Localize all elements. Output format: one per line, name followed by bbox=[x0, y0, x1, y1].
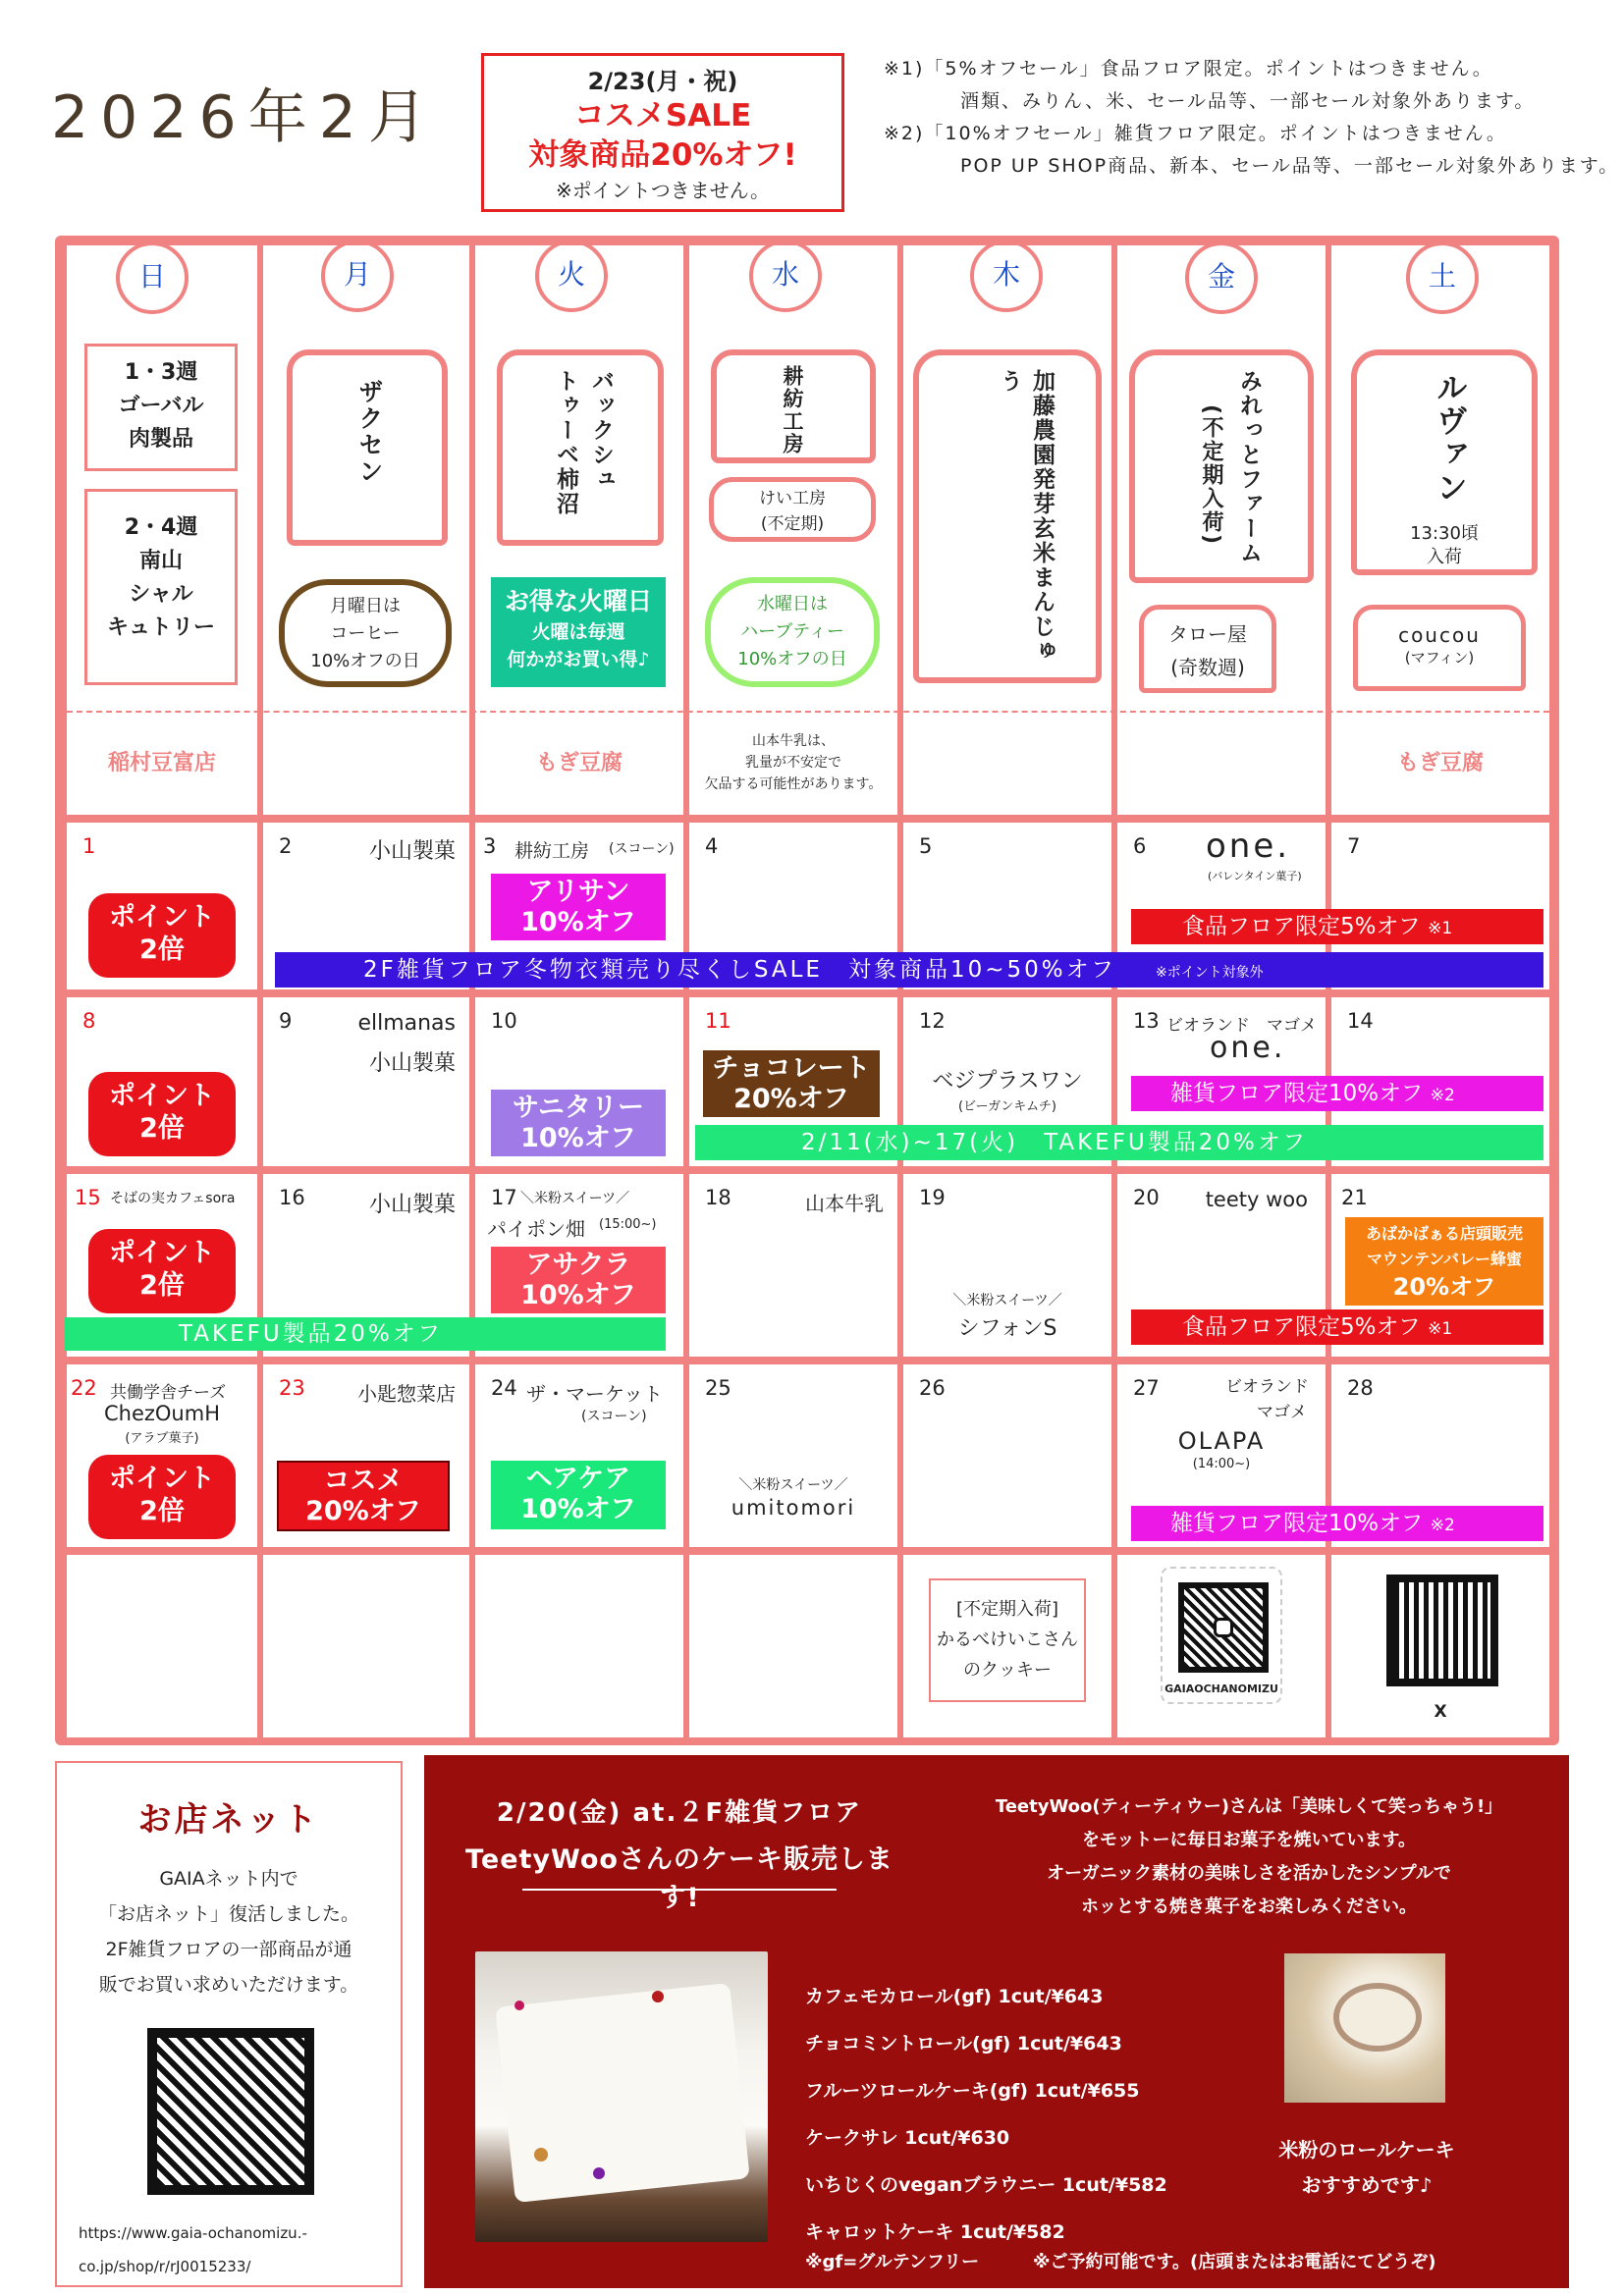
tue-promo-title: お得な火曜日 bbox=[504, 587, 652, 615]
asakura-tag bbox=[491, 1247, 666, 1313]
food-sale-bar bbox=[1131, 909, 1543, 944]
online-shop-title: お店ネット bbox=[137, 1800, 320, 1840]
day-number: 4 bbox=[705, 834, 719, 858]
sale-point-note: ※ポイントつきません。 bbox=[556, 179, 770, 202]
weekday-wed: 水 bbox=[749, 240, 822, 312]
tag-line: コスメ bbox=[323, 1466, 404, 1496]
zakka-sale-bar bbox=[1131, 1506, 1543, 1541]
cookie-note-box bbox=[929, 1578, 1086, 1702]
point-label: ポイント bbox=[109, 1238, 215, 1268]
tag-line: 20%オフ bbox=[1392, 1273, 1496, 1301]
vendor-label: ベジプラスワン bbox=[932, 1069, 1083, 1094]
weekday-thu: 木 bbox=[970, 240, 1043, 312]
vendor-note: (15:00~) bbox=[599, 1217, 657, 1232]
bar-note: ※2 bbox=[1430, 1086, 1455, 1105]
mon-shirt bbox=[287, 349, 448, 546]
wed-kei-note: (不定期) bbox=[760, 514, 825, 534]
sale-name: コスメSALE bbox=[573, 98, 752, 133]
mon-bubble-line: コーヒー bbox=[330, 623, 401, 644]
vendor-label: one. bbox=[1210, 1031, 1286, 1065]
tue-shirt bbox=[497, 349, 664, 546]
sale-date: 2/23(月・祝) bbox=[587, 68, 738, 95]
vendor-label: そばの実カフェsora bbox=[110, 1191, 236, 1206]
tag-line: 10%オフ bbox=[520, 907, 636, 937]
online-shop-text bbox=[57, 1861, 401, 2002]
day-cell bbox=[1331, 1555, 1549, 1737]
fri-taro-name: タロー屋 bbox=[1168, 622, 1247, 646]
vendor-label: ellmanas bbox=[357, 1011, 456, 1036]
fri-shirt bbox=[1129, 349, 1314, 583]
roll-cake-photo bbox=[1284, 1953, 1445, 2103]
fri-taro-note: (奇数週) bbox=[1170, 656, 1245, 679]
sun-box2-line: キュトリー bbox=[106, 615, 215, 640]
instagram-qr-label: GAIAOCHANOMIZU bbox=[1164, 1682, 1278, 1695]
point-label: 2倍 bbox=[139, 1496, 185, 1526]
weekday-tue: 火 bbox=[535, 240, 608, 312]
cake-berry bbox=[514, 2001, 524, 2010]
vendor-label: ザ・マーケット bbox=[526, 1382, 663, 1406]
zakka-sale-bar bbox=[1131, 1076, 1543, 1111]
bar-label: 雑貨フロア限定10%オフ bbox=[1170, 1511, 1424, 1536]
tue-vendor-2: トゥーベ柿沼 bbox=[553, 369, 578, 516]
point-label: ポイント bbox=[109, 1464, 215, 1494]
vendor-note: (バレンタイン菓子) bbox=[1208, 870, 1302, 882]
vendor-label: 小山製菓 bbox=[368, 1051, 456, 1076]
note-1: ※1)「5%オフセール」食品フロア限定。ポイントはつきません。 bbox=[884, 58, 1493, 80]
point-double-badge bbox=[88, 1229, 236, 1313]
point-label: 2倍 bbox=[139, 1113, 185, 1144]
weekday-sun: 日 bbox=[116, 241, 189, 314]
day-number: 20 bbox=[1133, 1186, 1160, 1209]
day-number: 2 bbox=[279, 834, 293, 858]
vendor-label: 小山製菓 bbox=[368, 839, 456, 864]
vendor-label: umitomori bbox=[731, 1496, 856, 1520]
day-cell bbox=[689, 1364, 897, 1547]
gluten-free-note: ※gf=グルテンフリー bbox=[805, 2252, 980, 2272]
takefu-sale-bar bbox=[65, 1317, 666, 1351]
sat-tofu: もぎ豆腐 bbox=[1396, 751, 1484, 775]
sun-tofu: 稲村豆富店 bbox=[107, 751, 216, 775]
wed-milk-note bbox=[689, 730, 897, 795]
fri-vendor: みれっとファーム bbox=[1236, 369, 1262, 565]
sat-vendor: ルヴァン bbox=[1432, 371, 1469, 505]
shop-text-line: 「お店ネット」復活しました。 bbox=[97, 1903, 359, 1925]
wed-note-line: 山本牛乳は、 bbox=[752, 733, 835, 749]
day-number: 19 bbox=[919, 1186, 946, 1209]
day-number: 21 bbox=[1341, 1186, 1368, 1209]
page-title: 2026年2月 bbox=[51, 83, 439, 152]
vendor-label: ChezOumH bbox=[103, 1402, 220, 1425]
cookie-line: のクッキー bbox=[963, 1660, 1052, 1681]
url-line: co.jp/shop/r/rJ0015233/ bbox=[79, 2258, 251, 2275]
online-shop-url[interactable] bbox=[79, 2216, 307, 2283]
sun-box2-line: 南山 bbox=[138, 549, 183, 573]
menu-item: チョコミントロール(gf) 1cut/¥643 bbox=[805, 2033, 1122, 2055]
thu-vendor: 加藤農園発芽玄米まんじゅう bbox=[997, 369, 1055, 664]
vendor-note: ＼米粉スイーツ／ bbox=[520, 1191, 630, 1206]
point-label: 2倍 bbox=[139, 934, 185, 965]
vendor-label: 耕紡工房 bbox=[514, 840, 590, 862]
roll-swirl bbox=[1333, 1983, 1422, 2052]
day-number: 28 bbox=[1347, 1376, 1374, 1400]
bar-note: ※2 bbox=[1430, 1516, 1455, 1535]
tue-vendor-1: バックシュ bbox=[588, 369, 614, 492]
day-number: 23 bbox=[279, 1376, 305, 1400]
sat-shirt bbox=[1351, 349, 1538, 575]
sat-arrival bbox=[1357, 522, 1532, 569]
vendor-note: (ビーガンキムチ) bbox=[958, 1099, 1056, 1114]
tag-line: 20%オフ bbox=[305, 1496, 421, 1526]
tue-promo bbox=[491, 577, 666, 687]
day-number: 1 bbox=[82, 834, 96, 858]
sanitary-tag bbox=[491, 1090, 666, 1156]
day-number: 13 bbox=[1133, 1009, 1160, 1033]
vendor-label: OLAPA bbox=[1177, 1427, 1266, 1455]
bar-label: 2/11(水)~17(火) TAKEFU製品20%オフ bbox=[801, 1130, 1309, 1155]
bar-label: 食品フロア限定5%オフ bbox=[1182, 1314, 1421, 1340]
wed-bubble-line: ハーブティー bbox=[740, 621, 844, 642]
wed-note-line: 乳量が不安定で bbox=[745, 755, 841, 771]
cookie-line: [不定期入荷] bbox=[955, 1599, 1059, 1620]
vendor-label: 共働学舎チーズ bbox=[110, 1383, 227, 1403]
teety-menu bbox=[805, 1973, 1167, 2256]
tue-promo-line: 火曜は毎週 bbox=[531, 621, 625, 643]
teety-description bbox=[954, 1790, 1543, 1924]
teety-desc-line: ホッとする焼き菓子をお楽しみください。 bbox=[1081, 1896, 1417, 1917]
wed-vendor: 耕紡工房 bbox=[781, 365, 804, 455]
wed-herb-bubble bbox=[705, 577, 880, 687]
cosme-sale-box bbox=[481, 53, 844, 212]
sale-discount: 対象商品20%オフ! bbox=[528, 137, 797, 173]
day-number: 15 bbox=[75, 1186, 101, 1209]
mon-coffee-bubble bbox=[279, 579, 452, 687]
weekday-mon: 月 bbox=[321, 240, 394, 312]
day-number: 22 bbox=[71, 1376, 97, 1400]
day-number: 18 bbox=[705, 1186, 731, 1209]
mon-vendor: ザクセン bbox=[355, 379, 384, 485]
cake-flower bbox=[593, 2167, 605, 2179]
caption-line: おすすめです♪ bbox=[1301, 2173, 1433, 2197]
vendor-label: one. bbox=[1206, 827, 1291, 866]
note-2-sub: POP UP SHOP商品、新本、セール品等、一部セール対象外あります。 bbox=[960, 155, 1620, 177]
menu-item: いちじくのveganブラウニー 1cut/¥582 bbox=[805, 2174, 1167, 2196]
day-number: 5 bbox=[919, 834, 933, 858]
day-number: 27 bbox=[1133, 1376, 1160, 1400]
vendor-note: (スコーン) bbox=[609, 841, 675, 857]
tag-line: あばかばぁる店頭販売 bbox=[1365, 1224, 1523, 1243]
cake-berry bbox=[652, 1991, 664, 2002]
day-number: 24 bbox=[491, 1376, 517, 1400]
vendor-note: (アラブ菓子) bbox=[125, 1431, 199, 1446]
bar-label: 2F雑貨フロア冬物衣類売り尽くしSALE 対象商品10~50%オフ bbox=[363, 957, 1116, 983]
day-number: 12 bbox=[919, 1009, 946, 1033]
day-cell bbox=[263, 997, 469, 1166]
wed-bubble-line: 水曜日は bbox=[757, 594, 828, 614]
sat-time: 13:30頃 bbox=[1410, 523, 1479, 544]
cake-frosting bbox=[495, 1983, 750, 2203]
bar-note: ※1 bbox=[1428, 1319, 1453, 1339]
vendor-label: マゴメ bbox=[1257, 1403, 1307, 1422]
mon-bubble-line: 10%オフの日 bbox=[310, 651, 420, 671]
tag-line: マウンテンバレー蜂蜜 bbox=[1366, 1250, 1523, 1268]
x-qr-code[interactable] bbox=[1386, 1575, 1498, 1686]
tag-line: アサクラ bbox=[525, 1250, 631, 1280]
takefu-sale-bar bbox=[695, 1125, 1543, 1160]
point-label: ポイント bbox=[109, 1081, 215, 1111]
sun-box1-line: 肉製品 bbox=[128, 427, 193, 452]
bar-note: ※1 bbox=[1428, 919, 1453, 938]
teety-desc-line: オーガニック素材の美味しさを活かしたシンプルで bbox=[1047, 1863, 1451, 1884]
sun-box1-line: ゴーバル bbox=[118, 394, 204, 418]
wed-kei-box bbox=[709, 477, 876, 542]
sat-coucou-name: coucou bbox=[1398, 623, 1481, 647]
haircare-tag bbox=[491, 1461, 666, 1529]
chocolate-tag bbox=[703, 1050, 880, 1117]
sat-arrive: 入荷 bbox=[1427, 547, 1462, 567]
online-shop-qr-code[interactable] bbox=[147, 2028, 314, 2195]
tag-line: 10%オフ bbox=[520, 1494, 636, 1524]
teety-desc-line: をモットーに毎日お菓子を焼いています。 bbox=[1081, 1830, 1417, 1850]
fri-vendor-note: (不定期入荷) bbox=[1199, 404, 1223, 547]
wed-kei-name: けい工房 bbox=[759, 489, 826, 508]
x-qr-label: X bbox=[1434, 1702, 1447, 1722]
day-number: 26 bbox=[919, 1376, 946, 1400]
sun-box1-line: 1・3週 bbox=[124, 360, 198, 385]
day-number: 9 bbox=[279, 1009, 293, 1033]
mon-bubble-line: 月曜日は bbox=[330, 596, 401, 616]
menu-item: カフェモカロール(gf) 1cut/¥643 bbox=[805, 1986, 1104, 2007]
tag-line: チョコレート bbox=[712, 1053, 871, 1084]
tue-promo-line: 何かがお買い得♪ bbox=[507, 649, 650, 670]
vendor-note: ＼米粉スイーツ／ bbox=[738, 1477, 848, 1493]
sun-box2-line: 2・4週 bbox=[124, 515, 198, 540]
tue-tofu: もぎ豆腐 bbox=[535, 751, 623, 775]
day-number: 25 bbox=[705, 1376, 731, 1400]
shop-text-line: 販でお買い求めいただけます。 bbox=[98, 1974, 359, 1996]
day-cell bbox=[903, 1174, 1111, 1357]
tag-line: 20%オフ bbox=[733, 1084, 849, 1114]
day-number: 6 bbox=[1133, 834, 1147, 858]
point-double-badge bbox=[88, 1072, 236, 1156]
vendor-note: (14:00~) bbox=[1192, 1457, 1251, 1471]
vendor-label: teety woo bbox=[1205, 1188, 1308, 1211]
sat-coucou-box bbox=[1353, 605, 1526, 691]
tag-line: アリサン bbox=[526, 877, 630, 907]
teety-date-heading: 2/20(金) at.２F雑貨フロア bbox=[496, 1798, 863, 1828]
wed-shirt bbox=[711, 349, 876, 463]
tag-line: 10%オフ bbox=[520, 1280, 636, 1310]
point-double-badge bbox=[88, 1455, 236, 1539]
winter-sale-bar bbox=[275, 952, 1543, 988]
food-sale-bar bbox=[1131, 1309, 1543, 1345]
menu-item: フルーツロールケーキ(gf) 1cut/¥655 bbox=[805, 2080, 1140, 2102]
sun-box2-line: シャル bbox=[129, 582, 193, 607]
dashed-divider bbox=[67, 711, 1549, 713]
weekday-fri: 金 bbox=[1185, 241, 1258, 314]
caption-line: 米粉のロールケーキ bbox=[1278, 2138, 1455, 2162]
vendor-label: マゴメ bbox=[1267, 1016, 1317, 1036]
cookie-line: かるべけいこさん bbox=[937, 1629, 1078, 1650]
note-1-sub: 酒類、みりん、米、セール品等、一部セール対象外あります。 bbox=[960, 90, 1536, 112]
sale-notes bbox=[884, 53, 1619, 183]
instagram-icon bbox=[1214, 1618, 1233, 1637]
vendor-label: ビオランド bbox=[1166, 1016, 1250, 1036]
vendor-note: ＼米粉スイーツ／ bbox=[952, 1293, 1062, 1308]
point-label: ポイント bbox=[109, 902, 215, 933]
bar-note: ※ポイント対象外 bbox=[1155, 965, 1264, 981]
teety-title: TeetyWooさんのケーキ販売します! bbox=[465, 1844, 893, 1913]
tag-line: ヘアケア bbox=[525, 1464, 631, 1494]
bar-label: 雑貨フロア限定10%オフ bbox=[1170, 1081, 1424, 1106]
reservation-note: ※ご予約可能です。(店頭またはお電話にてどうぞ) bbox=[1033, 2252, 1436, 2272]
bar-label: 食品フロア限定5%オフ bbox=[1182, 914, 1421, 939]
honey-sale-tag bbox=[1345, 1217, 1543, 1306]
arisan-tag bbox=[491, 874, 666, 940]
day-number: 16 bbox=[279, 1186, 305, 1209]
thu-shirt bbox=[913, 349, 1102, 683]
vendor-label: パイポン畑 bbox=[487, 1217, 585, 1241]
day-cell bbox=[1117, 1555, 1326, 1737]
vendor-label: 小匙惣菜店 bbox=[357, 1382, 456, 1406]
online-shop-box bbox=[55, 1761, 403, 2287]
sun-box-nanzan bbox=[84, 489, 238, 685]
day-number: 11 bbox=[705, 1009, 731, 1033]
vendor-label: 山本牛乳 bbox=[805, 1192, 884, 1215]
url-line: https://www.gaia-ochanomizu.- bbox=[79, 2224, 307, 2242]
weekday-sat: 土 bbox=[1406, 241, 1479, 314]
day-cell bbox=[689, 1174, 897, 1357]
tag-line: サニタリー bbox=[513, 1093, 644, 1123]
roll-cake-caption bbox=[1239, 2132, 1494, 2203]
note-2: ※2)「10%オフセール」雑貨フロア限定。ポイントはつきません。 bbox=[884, 123, 1507, 144]
vendor-note: (スコーン) bbox=[581, 1409, 647, 1424]
day-cell bbox=[263, 1555, 469, 1737]
day-number: 17 bbox=[491, 1186, 517, 1209]
wed-note-line: 欠品する可能性があります。 bbox=[704, 776, 883, 792]
day-cell bbox=[689, 1555, 897, 1737]
day-cell bbox=[903, 1555, 1111, 1737]
tag-line: 10%オフ bbox=[520, 1123, 636, 1153]
sun-box-gobaru bbox=[84, 344, 238, 471]
vendor-label: 小山製菓 bbox=[368, 1193, 456, 1217]
bar-label: TAKEFU製品20%オフ bbox=[179, 1321, 444, 1347]
menu-item: ケークサレ 1cut/¥630 bbox=[805, 2127, 1010, 2149]
point-label: 2倍 bbox=[139, 1270, 185, 1301]
day-number: 3 bbox=[483, 834, 497, 858]
point-double-badge bbox=[88, 893, 236, 978]
day-cell bbox=[67, 1555, 257, 1737]
shop-text-line: 2F雑貨フロアの一部商品が通 bbox=[105, 1939, 352, 1960]
cake-nut bbox=[534, 2148, 548, 2162]
day-number: 8 bbox=[82, 1009, 96, 1033]
menu-item: キャロットケーキ 1cut/¥582 bbox=[805, 2221, 1065, 2243]
cake-photo bbox=[475, 1951, 768, 2242]
day-number: 10 bbox=[491, 1009, 517, 1033]
shop-text-line: GAIAネット内で bbox=[159, 1868, 298, 1890]
teety-divider bbox=[522, 1889, 837, 1891]
sat-coucou-note: (マフィン) bbox=[1404, 649, 1475, 667]
day-cell bbox=[903, 1364, 1111, 1547]
instagram-qr-code[interactable] bbox=[1178, 1582, 1269, 1673]
day-number: 14 bbox=[1347, 1009, 1374, 1033]
teetywoo-panel bbox=[424, 1755, 1569, 2288]
fri-taro-box bbox=[1139, 605, 1276, 693]
teety-desc-line: TeetyWoo(ティーティウー)さんは「美味しくて笑っちゃう!」 bbox=[995, 1796, 1503, 1817]
cosme-tag bbox=[277, 1461, 450, 1531]
wed-bubble-line: 10%オフの日 bbox=[737, 649, 847, 669]
day-number: 7 bbox=[1347, 834, 1361, 858]
vendor-label: シフォンS bbox=[957, 1316, 1057, 1341]
vendor-label: ビオランド bbox=[1225, 1377, 1309, 1397]
day-cell bbox=[475, 1555, 683, 1737]
